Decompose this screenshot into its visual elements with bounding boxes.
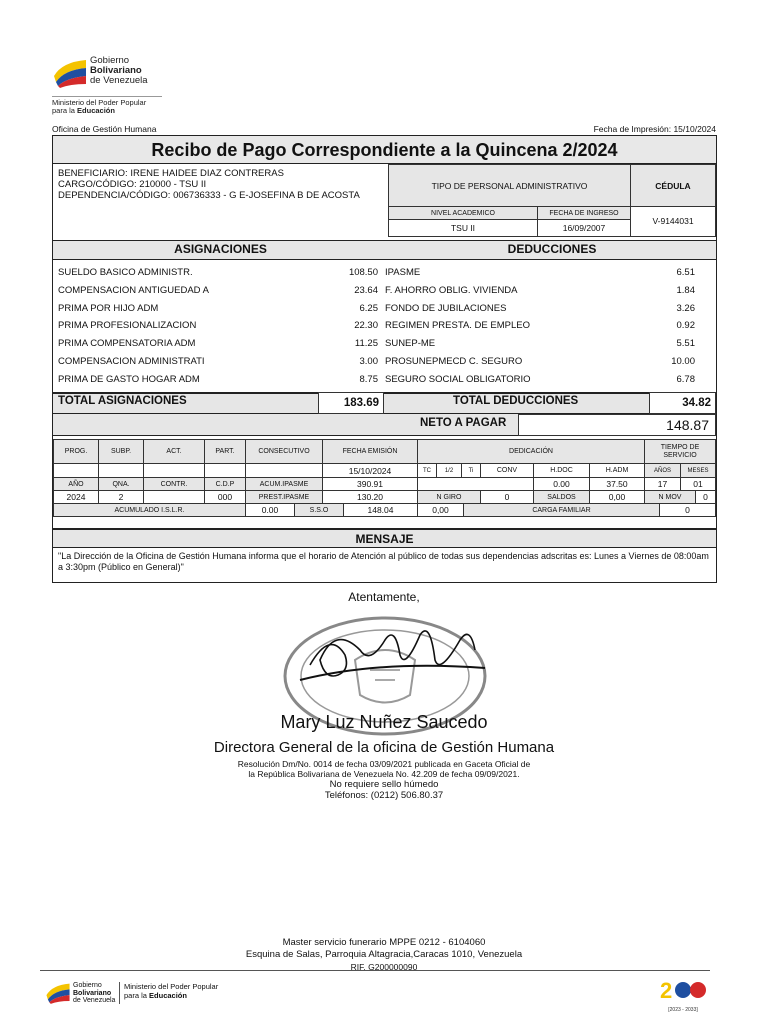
hdoc-value: 0.00 (533, 477, 590, 491)
grid-act: ACT. (143, 439, 205, 464)
deduccion-label: SEGURO SOCIAL OBLIGATORIO (385, 373, 531, 385)
grid-dedicacion: DEDICACIÓN (417, 439, 645, 464)
sso-value: 148.04 (343, 503, 418, 517)
handwritten-signature-icon (290, 610, 490, 690)
neto-label: NETO A PAGAR (420, 417, 507, 429)
deduccion-label: REGIMEN PRESTA. DE EMPLEO (385, 320, 530, 332)
deducciones-header: DEDUCCIONES (507, 242, 597, 256)
no-seal-note: No requiere sello húmedo (329, 779, 439, 790)
anniversary-200-icon (658, 976, 708, 1002)
svg-text:2: 2 (660, 978, 673, 1002)
total-deducciones-value: 34.82 (649, 392, 716, 414)
sso2-value: 0,00 (417, 503, 464, 517)
ministry-label: Ministerio del Poder Popular para la Educación (52, 96, 162, 115)
grid-prog: PROG. (53, 439, 99, 464)
deduccion-label: PROSUNEPMECD C. SEGURO (385, 356, 523, 367)
grid-subp: SUBP. (98, 439, 144, 464)
greeting: Atentamente, (348, 590, 420, 604)
grid-fecha-emision: FECHA EMISIÓN (322, 439, 418, 464)
beneficiary-dependencia: DEPENDENCIA/CÓDIGO: 006736333 - G E-JOSEFINA B DE ACOSTA (58, 190, 360, 201)
footer-address: Master servicio funerario MPPE 0212 - 6104060 Esquina de Salas, Parroquia Altagracia,Caracas 1010, Venezuela RIF. G200000090 (245, 937, 523, 972)
receipt-title: Recibo de Pago Correspondiente a la Quincena 2/2024 (53, 136, 716, 164)
venezuela-flag-icon (45, 982, 71, 1004)
asignacion-label: PRIMA DE GASTO HOGAR ADM (58, 373, 200, 385)
deduccion-value: 10.00 (671, 356, 695, 367)
grid-consecutivo: CONSECUTIVO (245, 439, 323, 464)
total-deducciones-label: TOTAL DEDUCCIONES (453, 395, 579, 407)
asignacion-value: 6.25 (359, 302, 378, 314)
qna-value: 2 (98, 490, 144, 504)
anniversary-logo (658, 976, 708, 1013)
cedula-label: CÉDULA (630, 164, 716, 207)
cdp-value: 000 (204, 490, 246, 504)
deduccion-label: IPASME (385, 267, 421, 278)
asignacion-label: COMPENSACION ADMINISTRATI (58, 356, 205, 367)
ingreso-value: 16/09/2007 (537, 219, 631, 237)
phones: Teléfonos: (0212) 506.80.37 (324, 790, 444, 801)
asignacion-value: 23.64 (354, 284, 378, 296)
total-asignaciones-label: TOTAL ASIGNACIONES (58, 395, 187, 407)
nmov-value: 0 (695, 490, 716, 504)
acum-islr-value: 0.00 (245, 503, 295, 517)
receipt-frame: Recibo de Pago Correspondiente a la Quincena 2/2024 BENEFICIARIO: IRENE HAIDEE DIAZ CONTRERAS CARGO/CÓDIGO: 210000 - TSU II DEPENDENCIA/CÓDIGO: 006736333 - G E-JOSEFINA B DE ACOSTA TIPO DE PERSONAL ADMINISTRATIVO CÉDULA NIVEL ACADEMICO FECHA DE INGRESO TSU II 16/09/2007 V-9144031 ASIGNACIONES DEDUCCIONES SUELDO BASICO ADMINISTR. 108.50 COMPENSACION ANTIGUEDAD A 23.64 PRIMA POR HIJO ADM 6.25 PRIMA PROFESIONALIZACION 22.30 PRIMA COMPENSATORIA ADM 11.25 COMPENSACION ADMINISTRATI 3.00 PRIMA DE GASTO HOGAR ADM 8.75 IPASME 6.51 F. AHORRO OBLIG. VIVIENDA 1.84 FONDO DE JUBILACIONES 3.26 REGIMEN PRESTA. DE EMPLEO 0.92 SUNEP-ME 5.51 PROSUNEPMECD C. SEGURO 10.00 SEGURO SOCIAL OBLIGATORIO 6.78 TOTAL ASIGNACIONES 183.69 TOTAL DEDUCCIONES 34.82 NETO A PAGAR 148.87 PROG. SUBP. ACT. PART. CONSECUTIVO FECHA EMISIÓN DEDICACIÓN TIEMPO DE SERVICIO 15/10/2024 TC 1/2 Ti CONV H.DOC H.ADM AÑOS MESES AÑO QNA. CONTR. C.D.P ACUM.IPASME 390.91 0.00 37.50 17 01 2024 2 000 PREST.IPASME 130.20 N GIRO 0 SALDOS 0,00 N MOV 0 ACUMULADO I.S.L.R. 0.00 S.S.O 148.04 0,00 CARGA FAMILIAR 0 MENSAJE "La Dirección de la Oficina de Gestión Humana informa que el horario de Atención al público de todas sus dependencias adscritas es: Lunes a Viernes de 08:00am a 3:30pm (Público en General)" (52, 135, 717, 583)
asignacion-label: PRIMA POR HIJO ADM (58, 302, 159, 314)
asignacion-label: PRIMA COMPENSATORIA ADM (58, 338, 196, 350)
asignacion-value: 8.75 (359, 373, 378, 385)
office-label: Oficina de Gestión Humana (52, 124, 157, 134)
logo-line1: Gobierno (90, 55, 130, 66)
beneficiary-block (58, 168, 360, 201)
saldos-value: 0,00 (589, 490, 645, 504)
deduccion-label: F. AHORRO OBLIG. VIVIENDA (385, 284, 518, 296)
mensaje-header: MENSAJE (53, 528, 716, 548)
ngiro-value: 0 (480, 490, 534, 504)
signatory-name: Mary Luz Nuñez Saucedo (280, 712, 488, 732)
beneficiary-name: BENEFICIARIO: IRENE HAIDEE DIAZ CONTRERAS (58, 168, 284, 179)
mensaje-text: "La Dirección de la Oficina de Gestión Humana informa que el horario de Atención al público de todas sus dependencias adscritas es: Lunes a Viernes de 08:00am a 3:30pm (Público en General)" (58, 551, 709, 572)
acum-ipasme-value: 390.91 (322, 477, 418, 491)
asignaciones-header: ASIGNACIONES (174, 242, 267, 256)
asignacion-value: 11.25 (354, 338, 378, 350)
nivel-value: TSU II (388, 219, 538, 237)
grid-tiempo-servicio: TIEMPO DE SERVICIO (644, 439, 716, 464)
neto-value: 148.87 (518, 414, 716, 436)
deduccion-label: SUNEP-ME (385, 338, 436, 350)
total-asignaciones-value: 183.69 (318, 392, 384, 414)
asignacion-value: 22.30 (354, 320, 378, 332)
deduccion-value: 6.78 (676, 373, 695, 385)
venezuela-flag-icon (52, 58, 88, 88)
logo-line3: de Venezuela (90, 75, 148, 86)
anniversary-years: [2023 - 2033] (668, 1007, 698, 1013)
deduccion-value: 0.92 (676, 320, 695, 332)
deduccion-label: FONDO DE JUBILACIONES (385, 302, 507, 314)
footer-logo: Gobierno Bolivariano de Venezuela Ministerio del Poder Popular para la Educación (45, 980, 245, 1010)
asignacion-label: PRIMA PROFESIONALIZACION (58, 320, 197, 332)
grid-part: PART. (204, 439, 246, 464)
gobierno-logo (52, 52, 172, 124)
deduccion-value: 6.51 (676, 267, 695, 278)
print-date: Fecha de Impresión: 15/10/2024 (593, 124, 716, 134)
signatory-role: Directora General de la oficina de Gestión Humana (213, 739, 555, 756)
logo-line2: Bolivariano (90, 65, 142, 76)
resolution-text: Resolución Dm/No. 0014 de fecha 03/09/2021 publicada en Gaceta Oficial de la República Bolivariana de Venezuela No. 42.209 de fecha 09/09/2021. (237, 759, 531, 779)
meses-value: 01 (680, 477, 716, 491)
ingreso-label: FECHA DE INGRESO (537, 206, 631, 220)
fecha-emision-value: 15/10/2024 (322, 463, 418, 478)
deduccion-value: 3.26 (676, 302, 695, 314)
ano-value: 2024 (53, 490, 99, 504)
carga-familiar-value: 0 (659, 503, 716, 517)
asignacion-value: 108.50 (348, 267, 378, 278)
footer-divider (40, 970, 710, 971)
prest-ipasme-value: 130.20 (322, 490, 418, 504)
hadm-value: 37.50 (589, 477, 645, 491)
beneficiary-cargo: CARGO/CÓDIGO: 210000 - TSU II (58, 179, 207, 190)
cedula-value: V-9144031 (630, 206, 716, 237)
asignacion-value: 3.00 (359, 356, 378, 367)
asignacion-label: SUELDO BASICO ADMINISTR. (58, 267, 193, 278)
deduccion-value: 5.51 (676, 338, 695, 350)
deduccion-value: 1.84 (676, 284, 695, 296)
tipo-personal: TIPO DE PERSONAL ADMINISTRATIVO (388, 164, 631, 207)
anos-value: 17 (644, 477, 681, 491)
asignacion-label: COMPENSACION ANTIGUEDAD A (58, 284, 209, 296)
nivel-label: NIVEL ACADEMICO (388, 206, 538, 220)
